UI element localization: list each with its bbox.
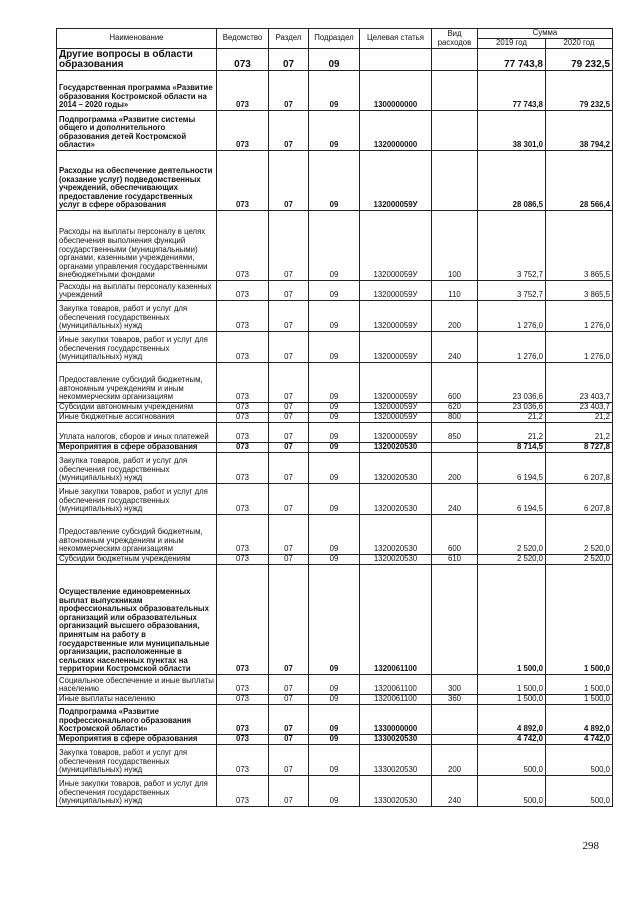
row-subsection: 09 [309, 423, 360, 443]
row-name: Социальное обеспечение и иные выплаты населению [57, 675, 217, 695]
row-dept: 073 [217, 363, 269, 403]
row-value-2019: 1 276,0 [478, 332, 546, 363]
row-dept: 073 [217, 705, 269, 735]
row-subsection: 09 [309, 151, 360, 211]
row-value-2019: 500,0 [478, 776, 546, 807]
row-kind [432, 49, 478, 71]
row-dept: 073 [217, 423, 269, 443]
row-section: 07 [269, 403, 309, 413]
table-row [57, 565, 613, 675]
row-dept: 073 [217, 413, 269, 423]
row-kind: 850 [432, 423, 478, 443]
row-dept: 073 [217, 776, 269, 807]
row-value-2020: 21,2 [546, 413, 613, 423]
table-row [57, 484, 613, 515]
row-subsection: 09 [309, 301, 360, 332]
row-subsection: 09 [309, 49, 360, 71]
row-name: Предоставление субсидий бюджетным, автономным учреждениям и иным некоммерческим организациям [57, 515, 217, 555]
header-2019: 2019 год [478, 39, 546, 49]
row-value-2020: 1 500,0 [546, 695, 613, 705]
row-dept: 073 [217, 211, 269, 281]
row-kind: 200 [432, 453, 478, 484]
row-subsection: 09 [309, 403, 360, 413]
row-value-2020: 79 232,5 [546, 49, 613, 71]
row-dept: 073 [217, 484, 269, 515]
row-section: 07 [269, 705, 309, 735]
table-row [57, 332, 613, 363]
row-value-2019: 8 714,5 [478, 443, 546, 453]
row-value-2020: 1 276,0 [546, 332, 613, 363]
row-value-2020: 2 520,0 [546, 515, 613, 555]
row-subsection: 09 [309, 484, 360, 515]
row-section: 07 [269, 151, 309, 211]
table-row [57, 71, 613, 111]
row-name: Иные закупки товаров, работ и услуг для обеспечения государственных (муниципальных) нужд [57, 332, 217, 363]
row-kind: 110 [432, 281, 478, 301]
table-row [57, 453, 613, 484]
row-dept: 073 [217, 111, 269, 151]
row-value-2019: 4 742,0 [478, 735, 546, 745]
row-kind: 620 [432, 403, 478, 413]
row-subsection: 09 [309, 453, 360, 484]
header-section: Раздел [269, 29, 309, 49]
row-dept: 073 [217, 515, 269, 555]
row-name: Закупка товаров, работ и услуг для обеспечения государственных (муниципальных) нужд [57, 453, 217, 484]
row-value-2019: 77 743,8 [478, 49, 546, 71]
row-target: 1320020530 [360, 555, 432, 565]
row-value-2020: 2 520,0 [546, 555, 613, 565]
row-target: 1320000000 [360, 111, 432, 151]
row-subsection: 09 [309, 745, 360, 776]
row-target: 1300000000 [360, 71, 432, 111]
table-row [57, 413, 613, 423]
row-kind: 200 [432, 301, 478, 332]
row-value-2020: 3 865,5 [546, 211, 613, 281]
row-section: 07 [269, 332, 309, 363]
row-name: Иные выплаты населению [57, 695, 217, 705]
row-name: Другие вопросы в области образования [57, 49, 217, 71]
table-row [57, 281, 613, 301]
row-name: Иные бюджетные ассигнования [57, 413, 217, 423]
row-value-2019: 21,2 [478, 423, 546, 443]
row-dept: 073 [217, 301, 269, 332]
row-subsection: 09 [309, 111, 360, 151]
row-subsection: 09 [309, 71, 360, 111]
row-value-2019: 3 752,7 [478, 211, 546, 281]
row-name: Расходы на выплаты персоналу казенных учреждений [57, 281, 217, 301]
row-dept: 073 [217, 332, 269, 363]
row-value-2019: 1 276,0 [478, 301, 546, 332]
row-section: 07 [269, 363, 309, 403]
row-value-2020: 4 742,0 [546, 735, 613, 745]
header-dept: Ведомство [217, 29, 269, 49]
row-subsection: 09 [309, 565, 360, 675]
table-row [57, 49, 613, 71]
row-target: 132000059У [360, 423, 432, 443]
row-name: Мероприятия в сфере образования [57, 443, 217, 453]
row-value-2020: 21,2 [546, 423, 613, 443]
row-subsection: 09 [309, 363, 360, 403]
row-target: 132000059У [360, 403, 432, 413]
row-kind [432, 151, 478, 211]
row-kind: 300 [432, 675, 478, 695]
row-target: 1320020530 [360, 453, 432, 484]
row-name: Расходы на выплаты персоналу в целях обеспечения выполнения функций государственными (муниципальными) органами, казенными учреждениями, органами управления государственными внебюджетными фондами [57, 211, 217, 281]
row-value-2020: 23 403,7 [546, 363, 613, 403]
header-name: Наименование [57, 29, 217, 49]
row-section: 07 [269, 565, 309, 675]
table-header [57, 29, 613, 49]
row-value-2019: 500,0 [478, 745, 546, 776]
row-target: 132000059У [360, 301, 432, 332]
row-target: 1320061100 [360, 695, 432, 705]
row-subsection: 09 [309, 211, 360, 281]
row-section: 07 [269, 443, 309, 453]
row-dept: 073 [217, 71, 269, 111]
row-value-2019: 1 500,0 [478, 675, 546, 695]
row-kind: 240 [432, 776, 478, 807]
row-value-2019: 77 743,8 [478, 71, 546, 111]
row-value-2019: 1 500,0 [478, 565, 546, 675]
row-name: Субсидии бюджетным учреждениям [57, 555, 217, 565]
row-value-2020: 1 276,0 [546, 301, 613, 332]
row-section: 07 [269, 515, 309, 555]
page-number: 298 [582, 840, 599, 852]
row-section: 07 [269, 675, 309, 695]
row-kind: 200 [432, 745, 478, 776]
row-target: 1330020530 [360, 776, 432, 807]
row-section: 07 [269, 301, 309, 332]
table-row [57, 675, 613, 695]
row-subsection: 09 [309, 735, 360, 745]
row-dept: 073 [217, 403, 269, 413]
row-name: Предоставление субсидий бюджетным, автономным учреждениям и иным некоммерческим организациям [57, 363, 217, 403]
table-row [57, 745, 613, 776]
row-value-2019: 6 194,5 [478, 453, 546, 484]
row-value-2019: 28 086,5 [478, 151, 546, 211]
row-kind: 800 [432, 413, 478, 423]
row-kind: 240 [432, 484, 478, 515]
row-section: 07 [269, 49, 309, 71]
row-kind [432, 705, 478, 735]
table-row [57, 695, 613, 705]
row-value-2019: 4 892,0 [478, 705, 546, 735]
row-dept: 073 [217, 565, 269, 675]
table-row [57, 423, 613, 443]
row-target: 1330020530 [360, 745, 432, 776]
row-subsection: 09 [309, 555, 360, 565]
row-value-2020: 23 403,7 [546, 403, 613, 413]
row-target: 132000059У [360, 413, 432, 423]
table-row [57, 443, 613, 453]
row-value-2020: 500,0 [546, 745, 613, 776]
row-subsection: 09 [309, 695, 360, 705]
row-section: 07 [269, 776, 309, 807]
row-kind [432, 111, 478, 151]
row-section: 07 [269, 423, 309, 443]
header-sum: Сумма [478, 29, 613, 39]
header-subsection: Подраздел [309, 29, 360, 49]
row-target: 1330000000 [360, 705, 432, 735]
row-kind: 610 [432, 555, 478, 565]
row-section: 07 [269, 484, 309, 515]
row-name: Иные закупки товаров, работ и услуг для обеспечения государственных (муниципальных) нужд [57, 484, 217, 515]
row-name: Подпрограмма «Развитие профессионального образования Костромской области» [57, 705, 217, 735]
row-value-2020: 79 232,5 [546, 71, 613, 111]
row-section: 07 [269, 745, 309, 776]
row-name: Расходы на обеспечение деятельности (оказание услуг) подведомственных учреждений, обеспечивающих предоставление государственных услуг в сфере образования [57, 151, 217, 211]
row-section: 07 [269, 281, 309, 301]
row-value-2019: 6 194,5 [478, 484, 546, 515]
row-name: Уплата налогов, сборов и иных платежей [57, 423, 217, 443]
row-kind [432, 565, 478, 675]
row-target: 132000059У [360, 281, 432, 301]
row-value-2019: 21,2 [478, 413, 546, 423]
row-value-2020: 38 794,2 [546, 111, 613, 151]
row-subsection: 09 [309, 281, 360, 301]
row-dept: 073 [217, 695, 269, 705]
table-row [57, 363, 613, 403]
row-kind: 100 [432, 211, 478, 281]
row-section: 07 [269, 211, 309, 281]
table-row [57, 301, 613, 332]
header-2020: 2020 год [546, 39, 613, 49]
row-name: Осуществление единовременных выплат выпускникам профессиональных образовательных организаций или образовательных организаций высшего образования, принятым на работу в государственные или муниципальные организации, расположенные в сельских населенных пунктах на территории Костромской области [57, 565, 217, 675]
row-target: 1320020530 [360, 443, 432, 453]
header-target: Целевая статья [360, 29, 432, 49]
table-row [57, 776, 613, 807]
row-kind: 600 [432, 363, 478, 403]
row-section: 07 [269, 735, 309, 745]
row-kind: 240 [432, 332, 478, 363]
row-name: Закупка товаров, работ и услуг для обеспечения государственных (муниципальных) нужд [57, 745, 217, 776]
row-value-2019: 1 500,0 [478, 695, 546, 705]
row-target: 132000059У [360, 151, 432, 211]
row-value-2020: 1 500,0 [546, 565, 613, 675]
row-value-2019: 2 520,0 [478, 515, 546, 555]
row-target: 132000059У [360, 332, 432, 363]
row-value-2019: 3 752,7 [478, 281, 546, 301]
row-name: Государственная программа «Развитие образования Костромской области на 2014 – 2020 годы» [57, 71, 217, 111]
row-value-2020: 8 727,8 [546, 443, 613, 453]
row-subsection: 09 [309, 776, 360, 807]
row-dept: 073 [217, 151, 269, 211]
row-target [360, 49, 432, 71]
row-value-2020: 6 207,8 [546, 453, 613, 484]
row-subsection: 09 [309, 705, 360, 735]
row-value-2020: 500,0 [546, 776, 613, 807]
row-dept: 073 [217, 745, 269, 776]
row-section: 07 [269, 413, 309, 423]
row-target: 132000059У [360, 363, 432, 403]
row-name: Мероприятия в сфере образования [57, 735, 217, 745]
table-body [57, 49, 613, 807]
row-value-2020: 3 865,5 [546, 281, 613, 301]
row-value-2020: 28 566,4 [546, 151, 613, 211]
row-target: 1320020530 [360, 484, 432, 515]
table-row [57, 555, 613, 565]
row-target: 1320061100 [360, 565, 432, 675]
row-dept: 073 [217, 443, 269, 453]
row-value-2019: 23 036,6 [478, 363, 546, 403]
row-kind [432, 735, 478, 745]
row-dept: 073 [217, 281, 269, 301]
table-row [57, 735, 613, 745]
row-value-2020: 6 207,8 [546, 484, 613, 515]
row-section: 07 [269, 555, 309, 565]
row-section: 07 [269, 695, 309, 705]
row-name: Субсидии автономным учреждениям [57, 403, 217, 413]
row-value-2019: 23 036,6 [478, 403, 546, 413]
row-dept: 073 [217, 453, 269, 484]
row-name: Подпрограмма «Развитие системы общего и дополнительного образования детей Костромской области» [57, 111, 217, 151]
row-kind [432, 71, 478, 111]
table-row [57, 111, 613, 151]
row-dept: 073 [217, 735, 269, 745]
row-section: 07 [269, 453, 309, 484]
header-kind: Вид расходов [432, 29, 478, 49]
row-target: 1320061100 [360, 675, 432, 695]
table-row [57, 515, 613, 555]
row-value-2020: 1 500,0 [546, 675, 613, 695]
table-row [57, 151, 613, 211]
row-subsection: 09 [309, 515, 360, 555]
row-kind: 360 [432, 695, 478, 705]
row-target: 1320020530 [360, 515, 432, 555]
row-name: Иные закупки товаров, работ и услуг для обеспечения государственных (муниципальных) нужд [57, 776, 217, 807]
row-name: Закупка товаров, работ и услуг для обеспечения государственных (муниципальных) нужд [57, 301, 217, 332]
row-value-2019: 38 301,0 [478, 111, 546, 151]
row-section: 07 [269, 71, 309, 111]
row-dept: 073 [217, 49, 269, 71]
row-target: 1330020530 [360, 735, 432, 745]
row-dept: 073 [217, 675, 269, 695]
table-row [57, 211, 613, 281]
budget-table [56, 28, 613, 807]
row-kind [432, 443, 478, 453]
row-subsection: 09 [309, 443, 360, 453]
row-target: 132000059У [360, 211, 432, 281]
row-dept: 073 [217, 555, 269, 565]
row-subsection: 09 [309, 332, 360, 363]
row-subsection: 09 [309, 675, 360, 695]
row-kind: 600 [432, 515, 478, 555]
table-row [57, 403, 613, 413]
table-row [57, 705, 613, 735]
row-subsection: 09 [309, 413, 360, 423]
row-value-2020: 4 892,0 [546, 705, 613, 735]
row-value-2019: 2 520,0 [478, 555, 546, 565]
row-section: 07 [269, 111, 309, 151]
